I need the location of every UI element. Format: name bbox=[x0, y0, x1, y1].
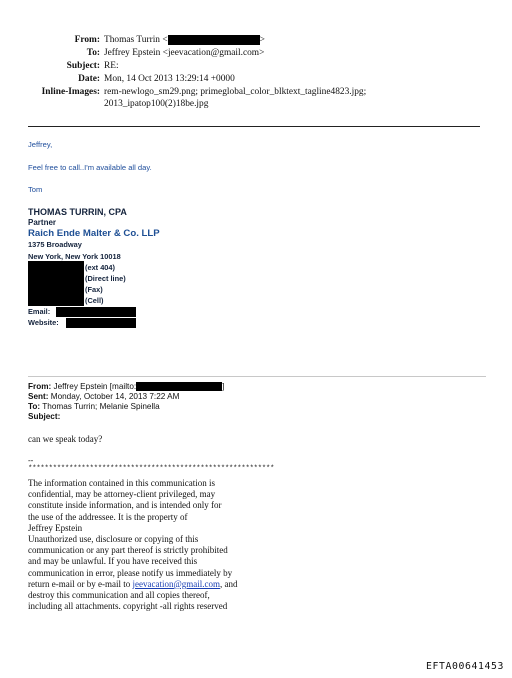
disclaimer-line: and may be unlawful. If you have received this bbox=[28, 556, 198, 567]
redaction-bar bbox=[56, 307, 136, 317]
from-value-close: > bbox=[259, 35, 265, 45]
disclaimer-line: The information contained in this communication is bbox=[28, 478, 215, 488]
redaction-bar bbox=[168, 35, 260, 45]
signature-address-1: 1375 Broadway bbox=[28, 240, 82, 249]
original-from-value: Jeffrey Epstein [mailto: bbox=[53, 382, 137, 391]
signature-email-label: Email: bbox=[28, 307, 51, 316]
disclaimer-line: Jeffrey Epstein bbox=[28, 522, 83, 533]
disclaimer-link-line bbox=[28, 579, 328, 590]
header-divider bbox=[28, 126, 480, 127]
from-value bbox=[104, 34, 265, 46]
to-value: Jeffrey Epstein <jeevacation@gmail.com> bbox=[104, 48, 265, 58]
original-to bbox=[28, 402, 160, 412]
disclaimer-line: the use of the addressee. It is the property of bbox=[28, 511, 188, 522]
original-to-value: Thomas Turrin; Melanie Spinella bbox=[42, 402, 160, 411]
disclaimer-line: Unauthorized use, disclosure or copying of this bbox=[28, 534, 199, 545]
original-sent bbox=[28, 392, 179, 402]
original-subject-label: Subject: bbox=[28, 412, 61, 421]
asterisk-divider: ************************************************************ bbox=[28, 465, 275, 473]
original-sent-value: Monday, October 14, 2013 7:22 AM bbox=[50, 392, 180, 401]
signature-phone-ext: (ext 404) bbox=[85, 263, 115, 272]
signature-dashes: -- bbox=[28, 456, 34, 465]
inline-images-line2: 2013_ipatop100(2)18be.jpg bbox=[104, 99, 209, 109]
disclaimer-line: communication in error, please notify us immediately by bbox=[28, 567, 233, 578]
disclaimer-link-suffix: , and bbox=[219, 578, 238, 589]
redaction-bar bbox=[136, 382, 225, 391]
original-from-close: ] bbox=[222, 382, 225, 391]
redaction-bar bbox=[28, 261, 84, 306]
signature-title: Partner bbox=[28, 218, 57, 227]
signature-firm: Raich Ende Malter & Co. LLP bbox=[28, 228, 160, 239]
signature-website-label: Website: bbox=[28, 318, 59, 327]
original-from-label: From: bbox=[28, 382, 52, 391]
document-id: EFTA00641453 bbox=[426, 661, 504, 672]
original-from bbox=[28, 382, 224, 392]
disclaimer bbox=[28, 478, 328, 612]
subject-label: Subject: bbox=[66, 61, 100, 71]
disclaimer-line: confidential, may be attorney-client privileged, may bbox=[28, 489, 216, 500]
subject-value: RE: bbox=[104, 61, 119, 71]
original-sent-label: Sent: bbox=[28, 392, 49, 401]
disclaimer-line: including all attachments. copyright -all rights reserved bbox=[28, 601, 228, 612]
signature-phone-fax: (Fax) bbox=[85, 285, 103, 294]
signature-name: THOMAS TURRIN, CPA bbox=[28, 207, 127, 217]
reply-signoff: Tom bbox=[28, 185, 43, 194]
from-label: From: bbox=[74, 35, 100, 45]
original-body: can we speak today? bbox=[28, 434, 103, 444]
to-label: To: bbox=[86, 48, 100, 58]
disclaimer-link-prefix: return e-mail or by e-mail to bbox=[28, 578, 133, 589]
reply-greeting: Jeffrey, bbox=[28, 140, 53, 149]
disclaimer-line: communication or any part thereof is strictly prohibited bbox=[28, 545, 228, 556]
quoted-divider bbox=[28, 376, 486, 377]
from-value-text: Thomas Turrin < bbox=[104, 35, 168, 45]
disclaimer-line: destroy this communication and all copies thereof, bbox=[28, 590, 210, 601]
email-link[interactable]: jeevacation@gmail.com bbox=[132, 578, 220, 589]
inline-images-label: Inline-Images: bbox=[41, 87, 100, 97]
signature-address-2: New York, New York 10018 bbox=[28, 252, 121, 261]
original-subject bbox=[28, 412, 60, 422]
disclaimer-line: constitute inside information, and is intended only for bbox=[28, 500, 222, 511]
original-to-label: To: bbox=[28, 402, 41, 411]
reply-message: Feel free to call..I'm available all day. bbox=[28, 163, 152, 172]
inline-images-line1: rem-newlogo_sm29.png; primeglobal_color_blktext_tagline4823.jpg; bbox=[104, 87, 367, 97]
signature-phone-direct: (Direct line) bbox=[85, 274, 126, 283]
date-value: Mon, 14 Oct 2013 13:29:14 +0000 bbox=[104, 74, 235, 84]
date-label: Date: bbox=[78, 74, 100, 84]
signature-phone-cell: (Cell) bbox=[85, 296, 104, 305]
redaction-bar bbox=[66, 318, 136, 328]
